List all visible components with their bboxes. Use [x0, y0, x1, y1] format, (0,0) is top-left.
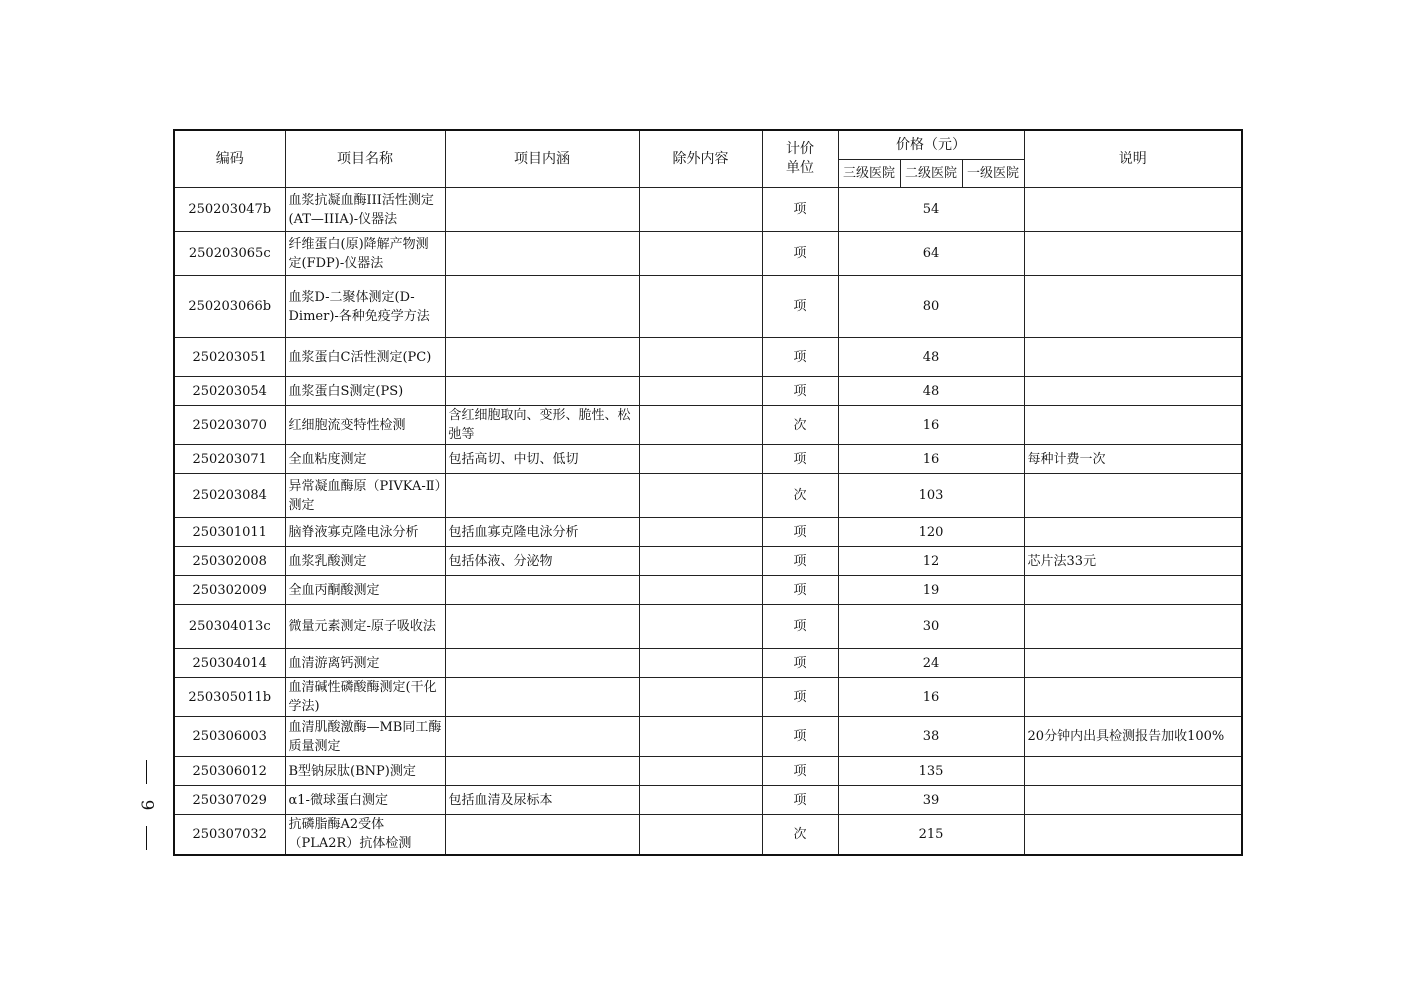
- cell-code: 250306003: [174, 717, 285, 757]
- cell-price: 48: [838, 338, 1024, 377]
- cell-name: 血清碱性磷酸酶测定(干化学法): [285, 678, 445, 717]
- cell-note: [1024, 276, 1242, 338]
- cell-exclusion: [639, 377, 762, 406]
- cell-exclusion: [639, 232, 762, 276]
- cell-code: 250203047b: [174, 188, 285, 232]
- cell-code: 250203065c: [174, 232, 285, 276]
- cell-content: [445, 276, 639, 338]
- cell-price: 135: [838, 757, 1024, 786]
- cell-unit: 项: [762, 786, 838, 815]
- cell-exclusion: [639, 474, 762, 518]
- cell-unit: 项: [762, 276, 838, 338]
- table-row: [174, 377, 1242, 406]
- cell-note: [1024, 815, 1242, 855]
- cell-content: [445, 757, 639, 786]
- cell-exclusion: [639, 786, 762, 815]
- cell-code: 250304014: [174, 649, 285, 678]
- cell-note: [1024, 757, 1242, 786]
- cell-code: 250203084: [174, 474, 285, 518]
- header-level1: 一级医院: [962, 160, 1024, 188]
- cell-unit: 项: [762, 547, 838, 576]
- cell-exclusion: [639, 445, 762, 474]
- cell-note: 每种计费一次: [1024, 445, 1242, 474]
- cell-code: 250301011: [174, 518, 285, 547]
- cell-unit: 次: [762, 815, 838, 855]
- cell-code: 250203051: [174, 338, 285, 377]
- cell-content: [445, 717, 639, 757]
- cell-exclusion: [639, 188, 762, 232]
- cell-note: [1024, 377, 1242, 406]
- cell-unit: 项: [762, 757, 838, 786]
- cell-unit: 项: [762, 338, 838, 377]
- cell-content: 包括高切、中切、低切: [445, 445, 639, 474]
- header-content: 项目内涵: [445, 130, 639, 188]
- header-name: 项目名称: [285, 130, 445, 188]
- cell-exclusion: [639, 276, 762, 338]
- cell-unit: 项: [762, 377, 838, 406]
- cell-name: B型钠尿肽(BNP)测定: [285, 757, 445, 786]
- table-row: [174, 474, 1242, 518]
- cell-note: [1024, 474, 1242, 518]
- cell-content: 含红细胞取向、变形、脆性、松弛等: [445, 406, 639, 445]
- cell-price: 12: [838, 547, 1024, 576]
- cell-content: [445, 605, 639, 649]
- table-row: [174, 678, 1242, 717]
- header-exclusion: 除外内容: [639, 130, 762, 188]
- cell-content: [445, 232, 639, 276]
- cell-exclusion: [639, 605, 762, 649]
- page-number-text: 9: [135, 799, 156, 811]
- table-row: [174, 338, 1242, 377]
- cell-note: [1024, 338, 1242, 377]
- cell-exclusion: [639, 649, 762, 678]
- cell-name: 脑脊液寡克隆电泳分析: [285, 518, 445, 547]
- cell-name: 血浆D-二聚体测定(D-Dimer)-各种免疫学方法: [285, 276, 445, 338]
- cell-content: [445, 474, 639, 518]
- cell-note: [1024, 188, 1242, 232]
- cell-unit: 项: [762, 576, 838, 605]
- table-row: [174, 786, 1242, 815]
- cell-unit: 次: [762, 406, 838, 445]
- cell-content: [445, 815, 639, 855]
- cell-note: [1024, 649, 1242, 678]
- header-unit: 计价 单位: [762, 130, 838, 188]
- cell-content: [445, 338, 639, 377]
- table-row: [174, 649, 1242, 678]
- cell-name: 红细胞流变特性检测: [285, 406, 445, 445]
- cell-unit: 项: [762, 188, 838, 232]
- cell-unit: 项: [762, 605, 838, 649]
- cell-name: 微量元素测定-原子吸收法: [285, 605, 445, 649]
- cell-code: 250203054: [174, 377, 285, 406]
- table-row: [174, 605, 1242, 649]
- cell-content: 包括体液、分泌物: [445, 547, 639, 576]
- cell-price: 16: [838, 406, 1024, 445]
- table-row: [174, 815, 1242, 855]
- cell-content: 包括血清及尿标本: [445, 786, 639, 815]
- cell-name: 抗磷脂酶A2受体（PLA2R）抗体检测: [285, 815, 445, 855]
- cell-content: [445, 649, 639, 678]
- cell-unit: 次: [762, 474, 838, 518]
- cell-name: 异常凝血酶原（PIVKA-Ⅱ）测定: [285, 474, 445, 518]
- cell-name: 血浆蛋白S测定(PS): [285, 377, 445, 406]
- table-row: [174, 717, 1242, 757]
- cell-name: 血浆抗凝血酶III活性测定(AT—IIIA)-仪器法: [285, 188, 445, 232]
- cell-content: [445, 576, 639, 605]
- cell-exclusion: [639, 547, 762, 576]
- cell-unit: 项: [762, 445, 838, 474]
- cell-code: 250304013c: [174, 605, 285, 649]
- cell-unit: 项: [762, 678, 838, 717]
- cell-price: 48: [838, 377, 1024, 406]
- cell-exclusion: [639, 338, 762, 377]
- page-number: [126, 760, 166, 850]
- cell-name: 全血粘度测定: [285, 445, 445, 474]
- cell-code: 250302008: [174, 547, 285, 576]
- header-price: 价格（元）: [838, 130, 1024, 160]
- cell-code: 250306012: [174, 757, 285, 786]
- price-table: [173, 129, 1243, 856]
- cell-exclusion: [639, 678, 762, 717]
- cell-name: 血清游离钙测定: [285, 649, 445, 678]
- cell-note: [1024, 232, 1242, 276]
- cell-note: [1024, 786, 1242, 815]
- cell-price: 24: [838, 649, 1024, 678]
- header-level2: 二级医院: [900, 160, 962, 188]
- cell-content: [445, 678, 639, 717]
- table-row: [174, 445, 1242, 474]
- table-header: [174, 130, 1242, 188]
- cell-content: 包括血寡克隆电泳分析: [445, 518, 639, 547]
- cell-exclusion: [639, 757, 762, 786]
- table-row: [174, 406, 1242, 445]
- page-number-dash-bottom: [146, 826, 147, 850]
- cell-note: 20分钟内出具检测报告加收100%: [1024, 717, 1242, 757]
- cell-price: 38: [838, 717, 1024, 757]
- cell-code: 250302009: [174, 576, 285, 605]
- table-row: [174, 757, 1242, 786]
- cell-price: 215: [838, 815, 1024, 855]
- cell-exclusion: [639, 717, 762, 757]
- cell-exclusion: [639, 815, 762, 855]
- cell-unit: 项: [762, 649, 838, 678]
- cell-note: [1024, 605, 1242, 649]
- cell-name: 血浆乳酸测定: [285, 547, 445, 576]
- table-row: [174, 188, 1242, 232]
- cell-unit: 项: [762, 232, 838, 276]
- cell-code: 250307032: [174, 815, 285, 855]
- table-row: [174, 547, 1242, 576]
- cell-price: 120: [838, 518, 1024, 547]
- cell-exclusion: [639, 518, 762, 547]
- cell-note: [1024, 406, 1242, 445]
- cell-exclusion: [639, 576, 762, 605]
- cell-price: 16: [838, 678, 1024, 717]
- cell-name: 全血丙酮酸测定: [285, 576, 445, 605]
- cell-code: 250307029: [174, 786, 285, 815]
- cell-note: [1024, 576, 1242, 605]
- cell-note: 芯片法33元: [1024, 547, 1242, 576]
- cell-code: 250203071: [174, 445, 285, 474]
- header-code: 编码: [174, 130, 285, 188]
- cell-exclusion: [639, 406, 762, 445]
- cell-name: 血浆蛋白C活性测定(PC): [285, 338, 445, 377]
- cell-unit: 项: [762, 717, 838, 757]
- cell-name: 纤维蛋白(原)降解产物测定(FDP)-仪器法: [285, 232, 445, 276]
- cell-name: 血清肌酸激酶—MB同工酶质量测定: [285, 717, 445, 757]
- cell-price: 16: [838, 445, 1024, 474]
- cell-price: 54: [838, 188, 1024, 232]
- cell-name: α1-微球蛋白测定: [285, 786, 445, 815]
- header-level3: 三级医院: [838, 160, 900, 188]
- page-number-dash-top: [146, 760, 147, 784]
- cell-code: 250305011b: [174, 678, 285, 717]
- table-row: [174, 576, 1242, 605]
- cell-code: 250203066b: [174, 276, 285, 338]
- table-row: [174, 232, 1242, 276]
- table-row: [174, 276, 1242, 338]
- cell-price: 80: [838, 276, 1024, 338]
- cell-price: 19: [838, 576, 1024, 605]
- cell-price: 30: [838, 605, 1024, 649]
- table-body: [174, 188, 1242, 855]
- cell-note: [1024, 678, 1242, 717]
- cell-price: 64: [838, 232, 1024, 276]
- cell-content: [445, 377, 639, 406]
- cell-price: 39: [838, 786, 1024, 815]
- cell-code: 250203070: [174, 406, 285, 445]
- cell-unit: 项: [762, 518, 838, 547]
- header-note: 说明: [1024, 130, 1242, 188]
- cell-note: [1024, 518, 1242, 547]
- cell-price: 103: [838, 474, 1024, 518]
- table-row: [174, 518, 1242, 547]
- cell-content: [445, 188, 639, 232]
